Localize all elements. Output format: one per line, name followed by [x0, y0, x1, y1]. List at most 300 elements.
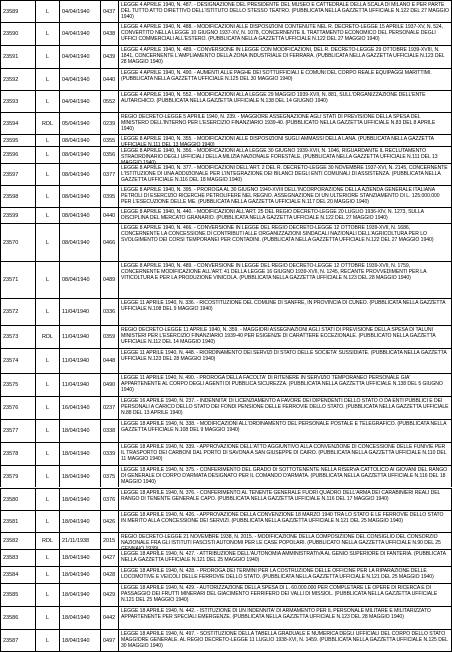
act-type: L [45, 592, 50, 598]
act-type-cell [35, 397, 59, 419]
record-number-cell [0, 397, 35, 419]
table-row [0, 68, 452, 90]
act-date: 18/04/1940 [62, 637, 90, 644]
act-number: 0336 [103, 309, 116, 315]
act-description: REGIO DECRETO-LEGGE 21 NOVEMBRE 1938, N. 2015. - MODIFICAZIONE DELLA COMPOSIZIONE DEL CONSIGLIO DEL CONSORZIO NAZIONALE FRA GLI ISTITUTI FASCISTI AUTONOMI PER LE CASE POPOLARI. (PUBBLICATO NELLA GAZZETTA UFFICIALE N.90 DEL 25 GENNAIO 1939) [121, 534, 441, 553]
act-number: 0439 [103, 54, 116, 60]
act-description-cell [118, 466, 452, 487]
act-date-cell [59, 135, 100, 146]
act-type-cell [35, 69, 59, 90]
act-description-cell [118, 630, 452, 651]
act-description-cell [118, 349, 452, 373]
act-date-cell [59, 466, 100, 487]
act-type: RDL [41, 538, 53, 544]
act-date: 18/04/1940 [62, 592, 90, 598]
act-type: RDL [41, 334, 53, 340]
act-description: LEGGE 4 APRILE 1940, N. 487. - DESIGNAZIONE DEL PRESIDENTE DEL MUSEO E CATTEDRALE DELLA SCALA DI MILANO E PER PARTE DEL TUTTO ATTO DIRETTIVO DELL'ISTITUTO DELLO STESSO TEATRO. (PUBBLICATA NELLA GAZZETTA UFFICIALE N.122 DEL 27 MAGGIO 1940) [121, 2, 449, 21]
act-type: L [45, 358, 50, 364]
act-type: L [45, 309, 50, 315]
act-type: L [45, 152, 50, 158]
act-date-cell [59, 147, 100, 163]
act-description: REGIO DECRETO-LEGGE 5 APRILE 1940, N. 239. - MAGGIORE ASSEGNAZIONE AGLI STATI DI PREVISIONE DELLA SPESA DEL MINISTERO DELL'INTERNO PER L'ESERCIZIO FINANZIARIO 1939-40. (PUBBLICATO NELLA GAZZETTA UFFICIALE N.83 DEL 8 APRILE 1940) [121, 114, 436, 133]
act-description-cell [118, 46, 452, 68]
act-number-cell [100, 584, 118, 606]
record-number-cell [0, 489, 35, 510]
act-number: 0375 [103, 473, 116, 480]
act-number: 0429 [103, 592, 116, 598]
record-number-cell [0, 164, 35, 185]
act-description: LEGGE 8 APRILE 1940, N. 440. - MODIFICAZIONI ALL'ART. 25 DEL REGIO DECRETO-LEGGE 20 LUGLIO 1936-XIV, N. 1273, SULLA DISCIPLINA DEL MERCATO GRANARIO. (PUBBLICATA NELLA GAZZETTA UFFICIALE N.122 DEL 27 MAGGIO 1940) [121, 209, 424, 222]
act-number-cell [100, 489, 118, 510]
act-type-cell [35, 607, 59, 629]
table-row [0, 325, 452, 348]
act-number-cell [100, 23, 118, 45]
act-description-cell [118, 397, 452, 419]
act-description: LEGGE 4 APRILE 1940, N. 488. - MODIFICAZIONI ALLE DISPOSIZIONI CONTENUTE NEL R. DECRETO-LEGGE 15 APRILE 1937-XV, N. 524, CONVERTITO NELLA LEGGE 10 GIUGNO 1937-XV, N. 1078, CONCERNENTE IL TRATTAMENTO ECONOMICO DEL PERSONALE DEGLI UFFICI COMMERCIALI ALL'ESTERO. (PUBBLICATA NELLA GAZZETTA UFFICIALE N.122 DEL 27 MAGGIO 1940) [121, 24, 443, 43]
act-type-cell [35, 326, 59, 348]
act-description: LEGGE 18 APRILE 1940, N. 339. - APPROVAZIONE DELL'ATTO AGGIUNTIVO ALLA CONVENZIONE DI CONCESSIONE DELLE FUNIVIE PER IL TRASPORTO DEI CARBONI DAL PORTO DI SAVONA A SAN GIUSEPPE DI CAIRO. (PUBBLICATA NELLA GAZZETTA UFFICIALE N.110 DEL 11 MAGGIO 1940) [121, 444, 447, 463]
act-description-cell [118, 443, 452, 465]
record-number-cell [0, 550, 35, 566]
act-date-cell [59, 489, 100, 510]
act-description-cell [118, 511, 452, 532]
act-number: 0437 [103, 8, 116, 15]
record-number: 23577 [3, 428, 19, 434]
table-row [0, 0, 452, 22]
act-type-cell [35, 550, 59, 566]
act-date: 11/04/1940 [62, 358, 90, 364]
act-description-cell [118, 164, 452, 185]
act-type-cell [35, 511, 59, 532]
table-row [0, 298, 452, 325]
act-type-cell [35, 262, 59, 298]
table-row [0, 45, 452, 68]
record-number: 23574 [3, 358, 19, 364]
act-number: 0442 [103, 615, 116, 621]
act-description-cell [118, 584, 452, 606]
act-date: 21/11/1938 [62, 538, 90, 544]
act-number-cell [100, 1, 118, 22]
act-type-cell [35, 533, 59, 549]
act-description-cell [118, 186, 452, 207]
record-number: 23584 [3, 572, 19, 578]
table-row [0, 419, 452, 442]
record-number-cell [0, 567, 35, 583]
act-type: L [45, 555, 50, 561]
act-number: 0339 [103, 451, 116, 457]
act-date: 18/04/1940 [62, 555, 90, 561]
act-number-cell [100, 567, 118, 583]
record-number: 23579 [3, 473, 19, 480]
record-number: 23592 [3, 76, 19, 83]
act-date: 05/04/1940 [62, 120, 90, 127]
act-number-cell [100, 224, 118, 261]
table-row [0, 566, 452, 583]
act-date: 04/04/1940 [62, 8, 90, 15]
table-row [0, 488, 452, 510]
act-type-cell [35, 630, 59, 651]
act-type: L [45, 277, 50, 283]
act-number: 0497 [103, 637, 116, 644]
act-description: LEGGE 8 APRILE 1940, N. 355. - MODIFICAZIONI ALLE DISPOSIZIONI SUGLI AMMASSI DELLA LANA. (PUBBLICATA NELLA GAZZETTA UFFICIALE N.111 DEL 13 MAGGIO 1940) [121, 136, 434, 149]
record-number: 23570 [3, 239, 19, 246]
act-type: L [45, 31, 50, 37]
record-number-cell [0, 23, 35, 45]
act-type: RDL [41, 120, 53, 127]
record-number: 23594 [3, 120, 19, 127]
act-number: 0438 [103, 31, 116, 37]
act-number-cell [100, 326, 118, 348]
act-type: L [45, 8, 50, 15]
act-number-cell [100, 420, 118, 442]
act-number-cell [100, 69, 118, 90]
act-number: 0239 [103, 120, 116, 127]
act-number-cell [100, 511, 118, 532]
act-date-cell [59, 91, 100, 112]
act-number-cell [100, 533, 118, 549]
act-number: 0338 [103, 428, 116, 434]
record-number: 23572 [3, 309, 19, 315]
act-description: LEGGE 18 APRILE 1940, N. 376. - CONFERIMENTO AL TENENTE GENERALE FUORI QUADRO DELL'ARMA DEI CARABINIERI REALI DEL RANGO DI TENENTE GENERALE CAPO. (PUBBLICATA NELLA GAZZETTA UFFICIALE N.116 DEL 17 MAGGIO 1940) [121, 490, 441, 503]
record-number: 23597 [3, 171, 19, 178]
table-row [0, 134, 452, 149]
record-number-cell [0, 208, 35, 223]
act-date: 08/04/1940 [62, 171, 90, 178]
act-type-cell [35, 489, 59, 510]
act-number-cell [100, 349, 118, 373]
act-date: 08/04/1940 [62, 152, 90, 158]
act-description: LEGGE 4 APRILE 1940, N. 490. - AUMENTI ALLE PAGHE DEI SOTTUFFICIALI E COMUNI DEL CORPO REALE EQUIPAGGI MARITTIMI. (PUBBLICATA NELLA GAZZETTA UFFICIALE N.125 DEL 30 MAGGIO 1940) [121, 70, 432, 83]
act-date-cell [59, 164, 100, 185]
record-number-cell [0, 224, 35, 261]
act-type: L [45, 98, 50, 105]
act-number: 0359 [103, 334, 116, 340]
act-description-cell [118, 567, 452, 583]
act-type: L [45, 405, 50, 411]
record-number: 23573 [3, 334, 19, 340]
act-description: LEGGE 18 APRILE 1940, N. 426. - APPROVAZIONE DELLA CONVENZIONE 18 MARZO 1940 TRA LO STATO E LE FERROVIE DELLO STATO IN MERITO ALLA CONCESSIONE DEI SERVIZI. (PUBBLICATA NELLA GAZZETTA UFFICIALE N.121 DEL 25 MAGGIO 1940) [121, 512, 444, 525]
table-row [0, 373, 452, 396]
record-number-cell [0, 113, 35, 134]
table-row [0, 606, 452, 629]
table-row [0, 348, 452, 373]
act-type-cell [35, 224, 59, 261]
act-date-cell [59, 224, 100, 261]
act-description-cell [118, 420, 452, 442]
act-description: LEGGE 8 APRILE 1940, N. 377. - MODIFICAZIONI DELL'ART. 2 DEL R. DECRETO-LEGGE 30 NOVEMBRE 1937-XVI, N. 2145, CONCERNENTE L'ISTITUZIONE DI UNA ADDIZIONALE PER L'INTEGRAZIONE DEI BILANCI DEGLI ENTI COMUNALI DI ASSISTENZA. (PUBBLICATA NELLA GAZZETTA UFFICIALE N.116 DEL 18 MAGGIO 1940) [121, 165, 448, 184]
act-date: 08/04/1940 [62, 137, 90, 144]
record-number: 23593 [3, 98, 19, 105]
record-number-cell [0, 135, 35, 146]
record-number: 23585 [3, 592, 19, 598]
act-date-cell [59, 443, 100, 465]
act-number-cell [100, 208, 118, 223]
act-type: L [45, 572, 50, 578]
record-number-cell [0, 374, 35, 396]
act-date: 04/04/1940 [62, 31, 90, 37]
act-date-cell [59, 299, 100, 325]
act-date: 08/04/1940 [62, 277, 90, 283]
act-description: LEGGE 18 APRILE 1940, N. 427. - ATTRIBUZIONE DELL'AUTONOMIA AMMINISTRATIVA AL GENIO SUPERIORE DI FANTERIA. (PUBBLICATA NELLA GAZZETTA UFFICIALE N.121 DEL 25 MAGGIO 1940) [121, 551, 446, 564]
table-row [0, 442, 452, 465]
act-number: 0466 [103, 239, 116, 246]
act-description: LEGGE 11 APRILE 1940, N. 490. - PROROGA DELLA FACOLTA' DI RITENERE IN SERVIZIO TEMPORANEO PERSONALE GIA' APPARTENENTE AL CORPO DEGLI AGENTI DI PUBBLICA SICUREZZA. (PUBBLICATA NELLA GAZZETTA UFFICIALE N.138 DEL 5 GIUGNO 1940) [121, 375, 443, 394]
act-description-cell [118, 113, 452, 134]
record-number-cell [0, 349, 35, 373]
act-type-cell [35, 147, 59, 163]
act-date-cell [59, 511, 100, 532]
act-date-cell [59, 584, 100, 606]
act-number-cell [100, 113, 118, 134]
record-number: 23590 [3, 31, 19, 37]
act-date: 08/04/1940 [62, 239, 90, 246]
act-number: 0395 [103, 193, 116, 200]
record-number: 23571 [3, 277, 19, 283]
act-description: LEGGE 8 APRILE 1940, N. 395. - PROROGA AL 30 GIUGNO 1940-XVIII DELL'INCORPORAZIONE DELLA AZIENDA GENERALE ITALIANA PETROLI DI ESERCIZIO RICERCHE PETROLIFERE NEL REGNO. ASSEGNAZIONE DI UN ULTERIORE STANZIAMENTO DI L. 125.000.000 PER L'ESECUZIONE DELLE ME. (PUBBLICATA NELLA GAZZETTA UFFICIALE N.117 DEL 20 MAGGIO 1940) [121, 187, 440, 206]
record-number: 23578 [3, 451, 19, 457]
act-number-cell [100, 466, 118, 487]
act-type: L [45, 637, 50, 644]
act-date-cell [59, 1, 100, 22]
act-description-cell [118, 23, 452, 45]
act-type: L [45, 239, 50, 246]
act-type-cell [35, 567, 59, 583]
act-date-cell [59, 113, 100, 134]
act-date: 18/04/1940 [62, 518, 90, 525]
record-number-cell [0, 1, 35, 22]
act-date-cell [59, 607, 100, 629]
record-number: 23581 [3, 518, 19, 525]
act-date: 11/04/1940 [62, 334, 90, 340]
act-number: 0440 [103, 76, 116, 83]
record-number-cell [0, 147, 35, 163]
record-number: 23595 [3, 137, 19, 144]
act-description-cell [118, 208, 452, 223]
act-number-cell [100, 186, 118, 207]
act-type: L [45, 615, 50, 621]
table-row [0, 465, 452, 487]
act-description-cell [118, 135, 452, 149]
act-description: LEGGE 18 APRILE 1940, N. 338. - MODIFICAZIONI ALL'ORDINAMENTO DEL PERSONALE POSTALE E TELEGRAFICO. (PUBBLICATA NELLA GAZZETTA UFFICIALE N.108 DEL 9 MAGGIO 1940) [121, 421, 447, 434]
act-date: 18/04/1940 [62, 428, 90, 434]
act-type: L [45, 171, 50, 178]
record-number: 23583 [3, 555, 19, 561]
record-number-cell [0, 466, 35, 487]
act-description: LEGGE 18 APRILE 1940, N. 497. - SOSTITUZIONE DELLA TABELLA GRADUALE E NUMERICA DEGLI UFFICIALI DEL CORPO DELLO STATO MAGGIORE GENERALE. AL REGIO DECRETO-LEGGE 11 LUGLIO 1938-XVI, N. 1459. (PUBBLICATA NELLA GAZZETTA UFFICIALE N.125 DEL 30 MAGGIO 1940) [121, 631, 448, 650]
act-date: 04/04/1940 [62, 98, 90, 105]
act-number: 0428 [103, 572, 116, 578]
act-description-cell [118, 299, 452, 325]
table-row [0, 549, 452, 566]
act-number-cell [100, 550, 118, 566]
act-type-cell [35, 299, 59, 325]
table-row [0, 163, 452, 185]
record-number: 23586 [3, 615, 19, 621]
record-number: 23576 [3, 405, 19, 411]
act-number-cell [100, 630, 118, 651]
act-date: 18/04/1940 [62, 572, 90, 578]
act-type-cell [35, 374, 59, 396]
table-row [0, 223, 452, 261]
record-number-cell [0, 186, 35, 207]
act-description-cell [118, 147, 452, 167]
act-date: 08/04/1940 [62, 212, 90, 219]
act-number-cell [100, 299, 118, 325]
act-date-cell [59, 186, 100, 207]
act-description: LEGGE 8 APRILE 1940, N. 356. - MODIFICAZIONI ALLA LEGGE 30 GIUGNO 1939-XVII, N. 1046, RIGUARDANTE IL RECLUTAMENTO STRAORDINARIO DEGLI UFFICIALI DELLA MILIZIA NAZIONALE FORESTALE. (PUBBLICATA NELLA GAZZETTA UFFICIALE N.111 DEL 13 MAGGIO 1940) [121, 148, 438, 167]
act-description: LEGGE 11 APRILE 1940, N. 336. - RICOSTITUZIONE DEL COMUNE DI SANFRE, IN PROVINCIA DI CUNEO. (PUBBLICATA NELLA GAZZETTA UFFICIALE N.108 DEL 9 MAGGIO 1940) [121, 300, 446, 313]
table-row [0, 90, 452, 112]
act-number: 0377 [103, 171, 116, 178]
act-date: 18/04/1940 [62, 473, 90, 480]
act-description-cell [118, 607, 452, 629]
act-number: 2015 [103, 538, 116, 544]
act-date-cell [59, 349, 100, 373]
act-date-cell [59, 420, 100, 442]
record-number: 23599 [3, 212, 19, 219]
act-description: LEGGE 4 APRILE 1940, N. 552. - MODIFICAZIONI ALLA LEGGE 29 MAGGIO 1939-XVII, N. 881, SULL'ORGANIZZAZIONE DELL'ENTE AUTARCHICO. (PUBBLICATA NELLA GAZZETTA UFFICIALE N.138 DEL 14 GIUGNO 1940) [121, 92, 426, 105]
record-number-cell [0, 326, 35, 348]
act-description: LEGGE 18 APRILE 1940, N. 428. - PROROGA DEI TERMINI PER LA COSTRUZIONE DELLE OFFICINE PER LA RIPARAZIONE DELLE LOCOMOTIVE E VEICOLI DELLE FERROVIE DELLO STATO. (PUBBLICATA NELLA GAZZETTA UFFICIALE N.121 DEL 25 MAGGIO 1940) [121, 568, 434, 581]
act-date-cell [59, 397, 100, 419]
act-type-cell [35, 420, 59, 442]
record-number-cell [0, 607, 35, 629]
record-number-cell [0, 46, 35, 68]
act-description-cell [118, 262, 452, 298]
act-type: L [45, 212, 50, 219]
act-number-cell [100, 397, 118, 419]
act-type-cell [35, 23, 59, 45]
record-number: 23589 [3, 8, 19, 15]
act-date: 18/04/1940 [62, 615, 90, 621]
act-description-cell [118, 91, 452, 112]
table-row [0, 146, 452, 167]
act-description: LEGGE 4 APRILE 1940, N. 489. - CONVERSIONE IN LEGGE CON MODIFICAZIONI, DEL R. DECRETO-LEGGE 29 OTTOBRE 1939-XVIII, N. 1841, CONCERNENTE L'AMPLIAMENTO DELLA ZONA INDUSTRIALE DI FERRARA. (PUBBLICATA NELLA GAZZETTA UFFICIALE N.123 DEL 28 MAGGIO 1940) [121, 47, 445, 66]
act-description: LEGGE 8 APRILE 1940, N. 466. - CONVERSIONE IN LEGGE DEL REGIO DECRETO-LEGGE 12 OTTOBRE 1939-XVII, N. 1686, CONCERNENTE LA CONCESSIONE DI CONTRIBUTI ALLE ORGANIZZAZIONI SINDACALI NAZIONALI DELL'AGRICOLTURA PER LO SVOLGIMENTO DEI CORSI TEMPORANEI PER CONTADINI. (PUBBLICATA NELLA GAZZETTA UFFICIALE N.122 DEL 27 MAGGIO 1940) [121, 225, 434, 244]
record-number: 23580 [3, 496, 19, 503]
record-number-cell [0, 69, 35, 90]
act-type-cell [35, 186, 59, 207]
record-number-cell [0, 262, 35, 298]
act-description-cell [118, 374, 452, 396]
act-date: 11/04/1940 [62, 382, 90, 388]
act-type-cell [35, 443, 59, 465]
act-type: L [45, 518, 50, 525]
act-description: LEGGE 16 APRILE 1940, N. 237. - INDENNITA' DI LICENZIAMENTO A FAVORE DEI DIPENDENTI DELLO STATO O DA ENTI PUBBLICI E DEI PERSONALI A CARICO DELLO STATO DEI FONDI PENSIONE DELLE FERROVIE DELLO STATO. (PUBBLICATA NELLA GAZZETTA UFFICIALE N.88 DEL 13 APRILE 1940) [121, 398, 449, 417]
act-description-cell [118, 550, 452, 566]
act-number: 0552 [103, 98, 116, 105]
act-number: 0426 [103, 518, 116, 525]
act-date-cell [59, 69, 100, 90]
act-description: LEGGE 8 APRILE 1940, N. 489. - CONVERSIONE IN LEGGE DEL REGIO DECRETO-LEGGE 12 OTTOBRE 1939-XVII, N. 1759, CONCERNENTE MODIFICAZIONE ALL'ART. 41 DELLA LEGGE 16 GIUGNO 1939-XVII, N. 1245, RECANTE PROVVEDIMENTI PER LA VITICOLTURA E PER LA PRODUZIONE VINICOLA. (PUBBLICATA NELLA GAZZETTA UFFICIALE N.123 DEL 28 MAGGIO 1940) [121, 263, 427, 282]
act-type-cell [35, 113, 59, 134]
act-type-cell [35, 466, 59, 487]
act-date-cell [59, 550, 100, 566]
act-number: 0355 [103, 137, 116, 144]
record-number: 23596 [3, 152, 19, 158]
act-type: L [45, 76, 50, 83]
table-row [0, 112, 452, 134]
act-type-cell [35, 208, 59, 223]
act-number-cell [100, 374, 118, 396]
act-number-cell [100, 147, 118, 163]
record-number-cell [0, 584, 35, 606]
act-number: 0237 [103, 405, 116, 411]
act-type: L [45, 382, 50, 388]
act-type: L [45, 54, 50, 60]
table-row [0, 629, 452, 652]
act-type: L [45, 193, 50, 200]
act-number-cell [100, 443, 118, 465]
act-type: L [45, 496, 50, 503]
table-row [0, 510, 452, 532]
act-description-cell [118, 1, 452, 22]
act-date-cell [59, 208, 100, 223]
record-number-cell [0, 420, 35, 442]
act-number: 0440 [103, 212, 116, 219]
table-row [0, 22, 452, 45]
act-number: 0490 [103, 382, 116, 388]
act-type: L [45, 451, 50, 457]
act-type-cell [35, 135, 59, 146]
act-type-cell [35, 584, 59, 606]
act-type-cell [35, 1, 59, 22]
record-number: 23598 [3, 193, 19, 200]
table-row [0, 532, 452, 553]
act-date: 08/04/1940 [62, 193, 90, 200]
act-number-cell [100, 46, 118, 68]
act-type-cell [35, 91, 59, 112]
table-row [0, 261, 452, 298]
act-date: 16/04/1940 [62, 405, 90, 411]
act-date: 18/04/1940 [62, 496, 90, 503]
act-date-cell [59, 567, 100, 583]
act-date-cell [59, 262, 100, 298]
act-description: LEGGE 18 APRILE 1940, N. 375. - CONFERIMENTO DEL GRADO DI SOTTOTENENTE NELLA RISERVA CATTOLICO AI GIOVANI DEL RANGO DI GENERALE DI CORPO D'ARMATA DESIGNATO PER IL COMANDO D'ARMATA. (PUBBLICATA NELLA GAZZETTA UFFICIALE N.116 DEL 18 MAGGIO 1940) [121, 467, 448, 486]
table-row [0, 207, 452, 223]
record-number-cell [0, 443, 35, 465]
act-type-cell [35, 349, 59, 373]
act-date-cell [59, 326, 100, 348]
record-number-cell [0, 533, 35, 549]
act-number: 0489 [103, 277, 116, 283]
act-description-cell [118, 326, 452, 348]
act-description: REGIO DECRETO-LEGGE 11 APRILE 1940, N. 359. - MAGGIORI ASSEGNAZIONI AGLI STATI DI PREVISIONE DELLA SPESA DI TALUNI MINISTERI PER L'ESERCIZIO FINANZIARIO 1939-40 PER ESIGENZE DI CARATTERE ECCEZIONALE. (PUBBLICATO NELLA GAZZETTA UFFICIALE N.112 DEL 14 MAGGIO 1940) [121, 327, 436, 346]
table-row [0, 583, 452, 606]
record-number-cell [0, 630, 35, 651]
act-date: 11/04/1940 [62, 309, 90, 315]
act-date-cell [59, 630, 100, 651]
act-date: 04/04/1940 [62, 54, 90, 60]
act-type: L [45, 428, 50, 434]
table-row [0, 185, 452, 207]
act-type: L [45, 137, 50, 144]
act-description-cell [118, 224, 452, 261]
record-number-cell [0, 299, 35, 325]
act-description-cell [118, 533, 452, 553]
act-number-cell [100, 607, 118, 629]
record-number: 23591 [3, 54, 19, 60]
record-number-cell [0, 91, 35, 112]
act-date-cell [59, 23, 100, 45]
act-number: 0356 [103, 152, 116, 158]
act-number: 0427 [103, 555, 116, 561]
act-number: 0376 [103, 496, 116, 503]
act-number-cell [100, 91, 118, 112]
act-number-cell [100, 164, 118, 185]
act-type: L [45, 473, 50, 480]
act-description-cell [118, 69, 452, 90]
